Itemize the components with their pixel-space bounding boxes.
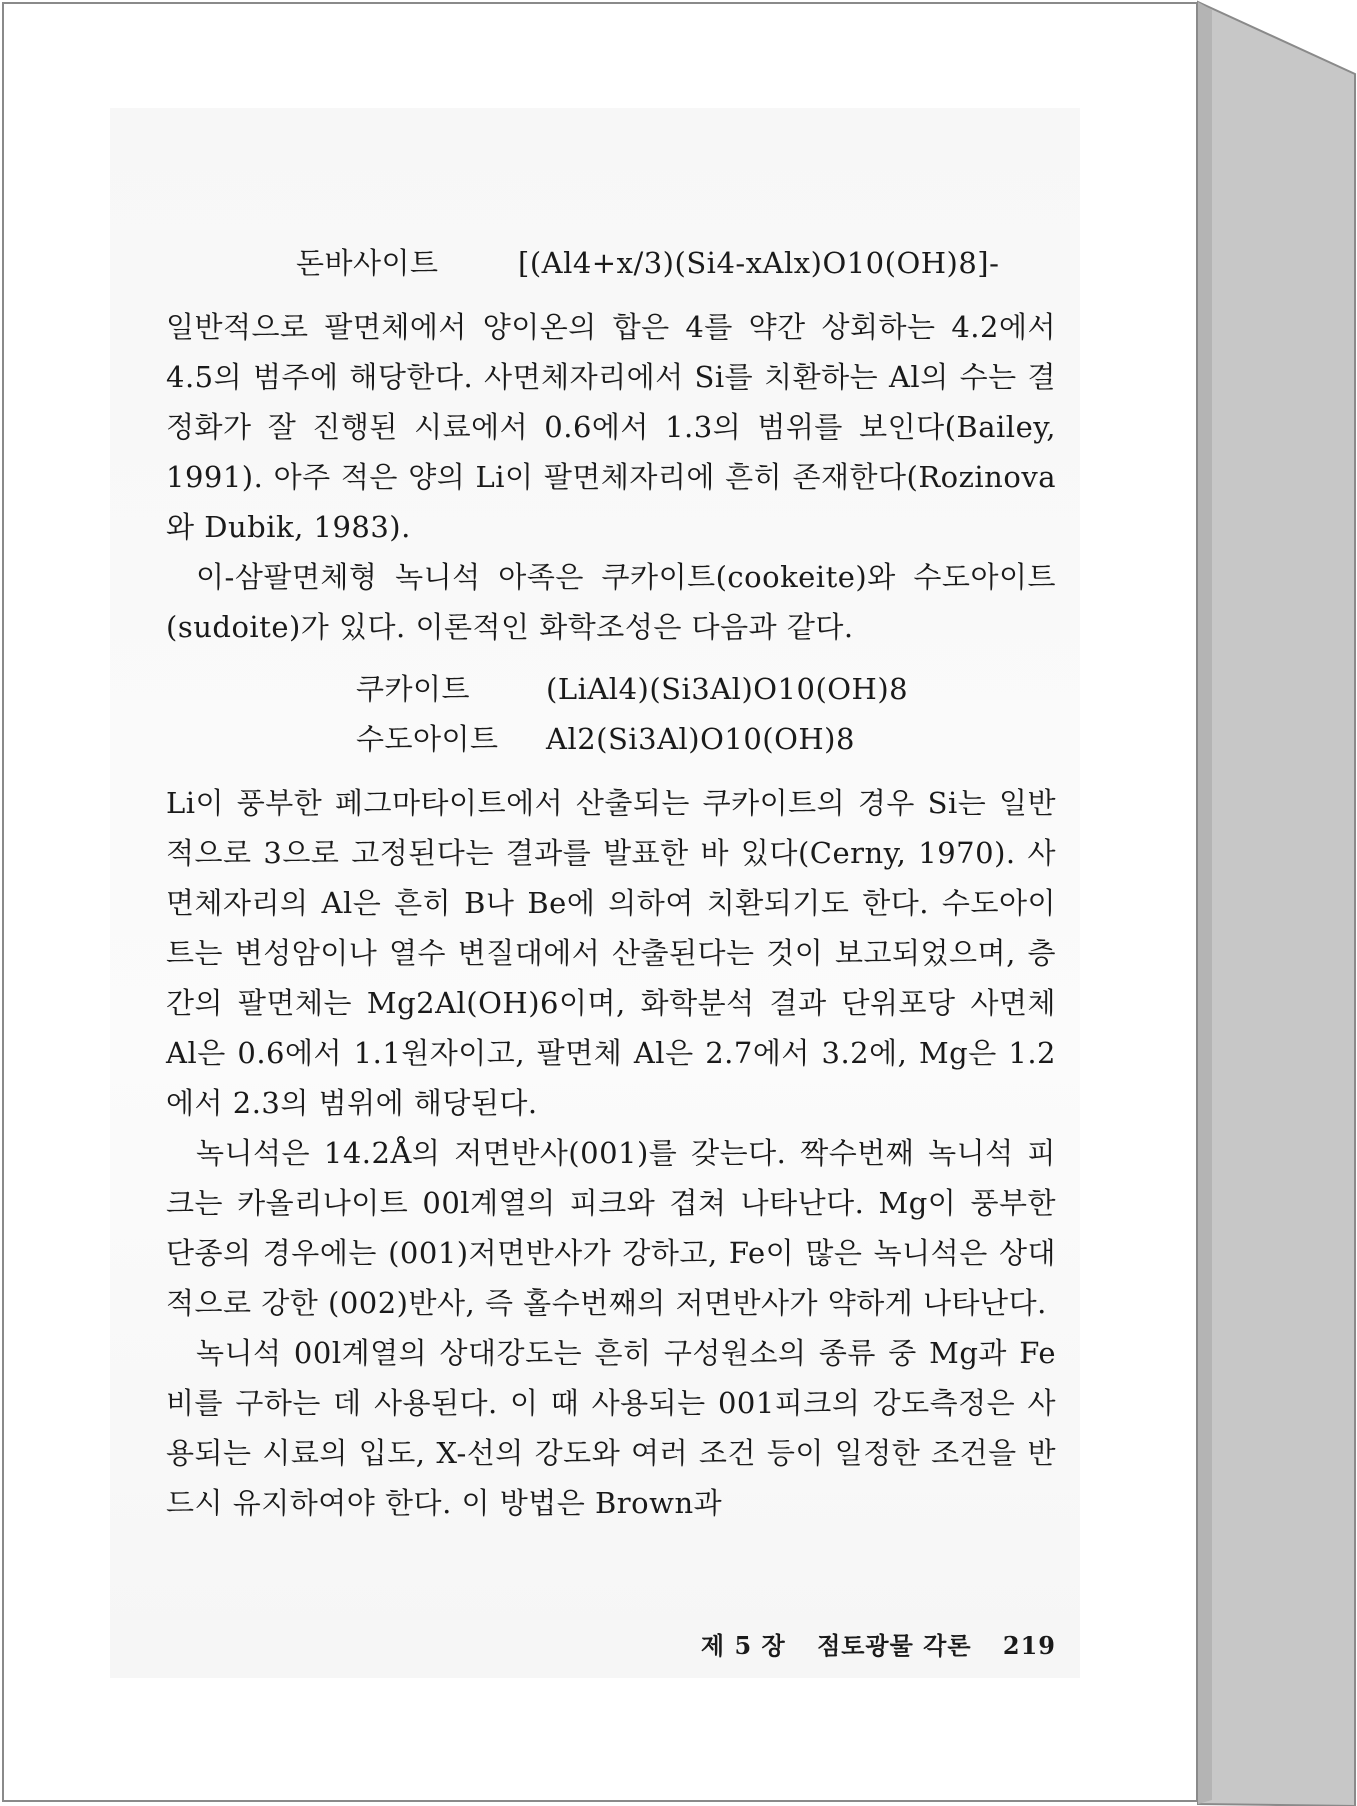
page-content: [166, 238, 1056, 1528]
page-footer: [700, 1626, 1056, 1661]
paragraph: 이-삼팔면체형 녹니석 아족은 쿠카이트(cookeite)와 수도아이트(sudoite)가 있다. 이론적인 화학조성은 다음과 같다.: [166, 560, 1056, 644]
chapter-label: 제 5 장: [700, 1631, 786, 1660]
page-number: 219: [1002, 1631, 1056, 1660]
chemical-formula: (LiAl4)(Si3Al)O10(OH)8: [546, 672, 909, 706]
paragraph: 녹니석은 14.2Å의 저면반사(001)를 갖는다. 짝수번째 녹니석 피크는 카올리나이트 00l계열의 피크와 겹쳐 나타난다. Mg이 풍부한 단종의 경우에는 (001)저면반사가 강하고, Fe이 많은 녹니석은 상대적으로 강한 (002)반사, 즉 홀수번째의 저면반사가 약하게 나타난다.: [166, 1136, 1056, 1320]
formula-line-donbassite: [166, 238, 1056, 288]
paragraph: Li이 풍부한 페그마타이트에서 산출되는 쿠카이트의 경우 Si는 일반적으로 3으로 고정된다는 결과를 발표한 바 있다(Cerny, 1970). 사면체자리의 Al은 흔히 B나 Be에 의하여 치환되기도 한다. 수도아이트는 변성암이나 열수 변질대에서 산출된다는 것이 보고되었으며, 층간의 팔면체는 Mg2Al(OH)6이며, 화학분석 결과 단위포당 사면체 Al은 0.6에서 1.1원자이고, 팔면체 Al은 2.7에서 3.2에, Mg은 1.2에서 2.3의 범위에 해당된다.: [166, 786, 1056, 1120]
formula-list: [166, 664, 1056, 764]
chemical-formula: [(Al4+x/3)(Si4-xAlx)O10(OH)8]-: [518, 246, 1000, 280]
mineral-name: 돈바사이트: [296, 246, 439, 280]
formula-row: [356, 664, 1056, 714]
paragraph: 녹니석 00l계열의 상대강도는 흔히 구성원소의 종류 중 Mg과 Fe비를 구하는 데 사용된다. 이 때 사용되는 001피크의 강도측정은 사용되는 시료의 입도, X-선의 강도와 여러 조건 등이 일정한 조건을 반드시 유지하여야 한다. 이 방법은 Brown과: [166, 1336, 1056, 1520]
mineral-name: 수도아이트: [356, 722, 499, 756]
formula-row: [356, 714, 1056, 764]
chapter-title: 점토광물 각론: [817, 1631, 972, 1660]
chemical-formula: Al2(Si3Al)O10(OH)8: [546, 722, 855, 756]
mineral-name: 쿠카이트: [356, 672, 471, 706]
paragraph: 일반적으로 팔면체에서 양이온의 합은 4를 약간 상회하는 4.2에서 4.5의 범주에 해당한다. 사면체자리에서 Si를 치환하는 Al의 수는 결정화가 잘 진행된 시료에서 0.6에서 1.3의 범위를 보인다(Bailey, 1991). 아주 적은 양의 Li이 팔면체자리에 흔히 존재한다(Rozinova와 Dubik, 1983).: [166, 310, 1056, 544]
